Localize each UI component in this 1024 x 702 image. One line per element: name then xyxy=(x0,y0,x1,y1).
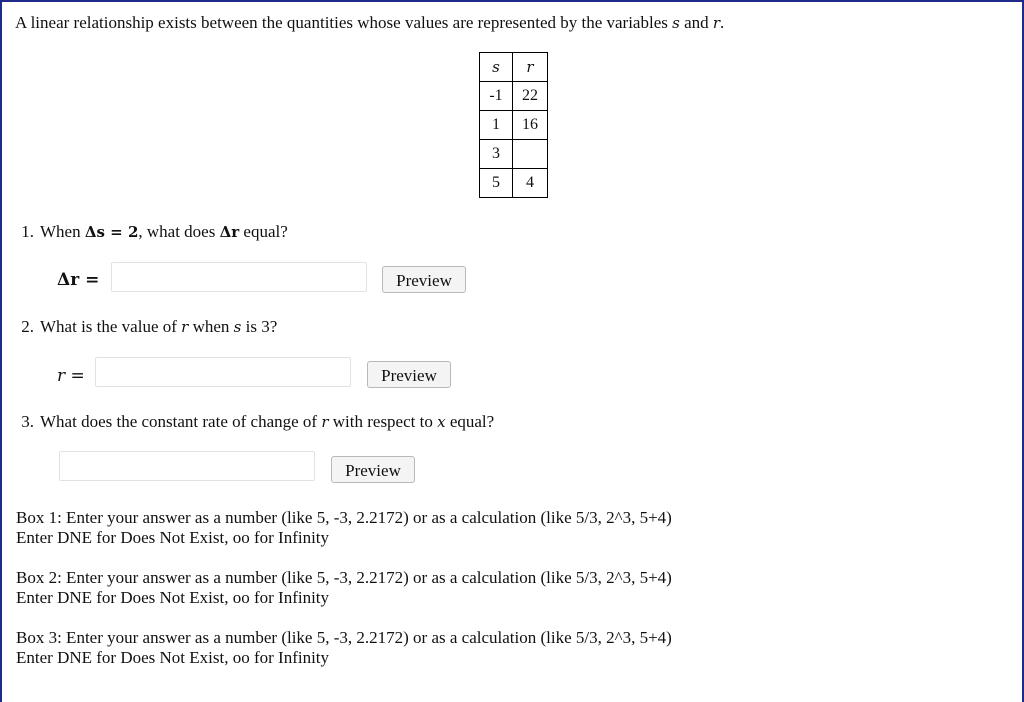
math-delta-r: Δr xyxy=(219,223,240,241)
table-cell: 4 xyxy=(513,169,548,198)
table-cell: 1 xyxy=(480,111,513,140)
question-text: with respect to xyxy=(328,412,438,431)
answer-1-label: Δr = xyxy=(57,270,100,290)
help-line: Enter DNE for Does Not Exist, oo for Infinity xyxy=(16,528,330,547)
table-cell: 3 xyxy=(480,140,513,169)
table-cell xyxy=(513,140,548,169)
intro-and: and xyxy=(679,13,713,32)
intro-var-r: r xyxy=(712,14,721,32)
table-cell: 16 xyxy=(513,111,548,140)
math-delta-s: Δs xyxy=(84,223,105,241)
help-box-2 xyxy=(16,568,672,608)
answer-3-input[interactable] xyxy=(59,451,315,481)
table-row xyxy=(480,140,548,169)
help-line: Box 2: Enter your answer as a number (like 5, -3, 2.2172) or as a calculation (like 5/3, 2^3, 5+4) xyxy=(16,568,672,587)
question-text: What does the constant rate of change of xyxy=(40,412,322,431)
math-equals-2: = 2 xyxy=(104,223,139,241)
table-header-r: r xyxy=(513,53,548,82)
intro-period: . xyxy=(720,13,725,32)
table-header-s: s xyxy=(480,53,513,82)
preview-2-button[interactable]: Preview xyxy=(367,361,451,388)
answer-1-input[interactable] xyxy=(111,262,367,292)
question-number: 2. xyxy=(21,317,34,336)
intro-var-s: s xyxy=(672,14,680,32)
help-box-3 xyxy=(16,628,672,668)
problem-intro xyxy=(15,13,724,33)
math-var-r: r xyxy=(181,318,189,336)
question-3 xyxy=(10,412,494,432)
table-row xyxy=(480,111,548,140)
question-text: is 3? xyxy=(241,317,278,336)
help-line: Box 3: Enter your answer as a number (like 5, -3, 2.2172) or as a calculation (like 5/3, 2^3, 5+4) xyxy=(16,628,672,647)
math-var-x: x xyxy=(437,413,446,431)
help-line: Box 1: Enter your answer as a number (like 5, -3, 2.2172) or as a calculation (like 5/3, 2^3, 5+4) xyxy=(16,508,672,527)
question-number: 3. xyxy=(21,412,34,431)
answer-2-label: r = xyxy=(57,366,85,386)
question-text: equal? xyxy=(445,412,495,431)
math-var-r: r xyxy=(321,413,329,431)
math-var-s: s xyxy=(233,318,242,336)
question-1 xyxy=(10,222,288,242)
help-line: Enter DNE for Does Not Exist, oo for Infinity xyxy=(16,588,330,607)
table-cell: 22 xyxy=(513,82,548,111)
question-text: When xyxy=(40,222,85,241)
table-cell: 5 xyxy=(480,169,513,198)
help-line: Enter DNE for Does Not Exist, oo for Infinity xyxy=(16,648,330,667)
table-row xyxy=(480,169,548,198)
question-text: equal? xyxy=(239,222,288,241)
table-row xyxy=(480,82,548,111)
question-text: What is the value of xyxy=(40,317,182,336)
question-2 xyxy=(10,317,277,337)
question-text: when xyxy=(188,317,234,336)
help-box-1 xyxy=(16,508,672,548)
question-number: 1. xyxy=(21,222,34,241)
question-text: , what does xyxy=(138,222,220,241)
answer-2-input[interactable] xyxy=(95,357,351,387)
preview-1-button[interactable]: Preview xyxy=(382,266,466,293)
intro-text: A linear relationship exists between the quantities whose values are represented by the variables xyxy=(15,13,673,32)
table-cell: -1 xyxy=(480,82,513,111)
values-table xyxy=(479,52,548,198)
table-header-row xyxy=(480,53,548,82)
preview-3-button[interactable]: Preview xyxy=(331,456,415,483)
